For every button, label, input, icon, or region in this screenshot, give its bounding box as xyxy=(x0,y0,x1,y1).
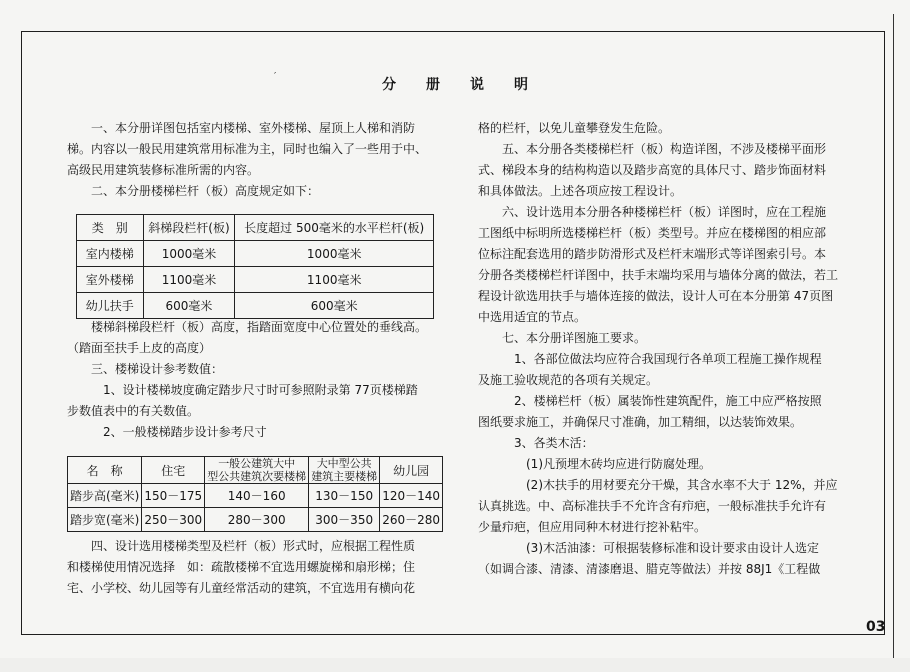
table-cell: 140－160 xyxy=(205,484,309,508)
header-line: 型公共建筑次要楼梯 xyxy=(207,470,307,483)
right-p8-line1: (2)木扶手的用材要充分干燥，其含水率不大于 12%，并应 xyxy=(526,478,838,492)
left-p1-line1: 一、本分册详图包括室内楼梯、室外楼梯、屋顶上人梯和消防 xyxy=(91,121,416,135)
table-header-stacked xyxy=(309,457,380,484)
left-p7-line1: 四、设计选用楼梯类型及栏杆（板）形式时，应根据工程性质 xyxy=(91,539,416,553)
right-p1-line2: 式、梯段本身的结构构造以及踏步高宽的具体尺寸、踏步饰面材料 xyxy=(478,163,827,177)
left-p7-line2: 和楼梯使用情况选择 如：疏散楼梯不宜选用螺旋梯和扇形梯；住 xyxy=(67,560,416,574)
left-p6: 2、一般楼梯踏步设计参考尺寸 xyxy=(103,425,267,439)
table-cell: 130－150 xyxy=(309,484,380,508)
right-p2-line3: 位标注配套选用的踏步防滑形式及栏杆末端形式等详图索引号。本 xyxy=(478,247,827,261)
table-header: 名 称 xyxy=(68,457,142,484)
right-p1-line1: 五、本分册各类楼梯栏杆（板）构造详图，不涉及楼梯平面形 xyxy=(502,142,827,156)
table-cell: 1100毫米 xyxy=(143,267,235,293)
right-p3: 七、本分册详图施工要求。 xyxy=(502,331,647,345)
scan-mark: ′ xyxy=(274,71,277,82)
table-header: 住宅 xyxy=(142,457,205,484)
table-header-stacked xyxy=(205,457,309,484)
table-cell: 踏步高(毫米) xyxy=(68,484,142,508)
right-p2-line5: 程设计欲选用扶手与墙体连接的做法，设计人可在本分册第 47页图 xyxy=(478,289,834,303)
right-p2-line2: 工图纸中标明所选楼梯栏杆（板）类型号。并应在楼梯图的相应部 xyxy=(478,226,827,240)
right-p2-line4: 分册各类楼梯栏杆详图中，扶手末端均采用与墙体分离的做法，若工 xyxy=(478,268,839,282)
left-column xyxy=(67,118,439,202)
left-column-bottom xyxy=(67,536,439,599)
table-row xyxy=(77,293,434,319)
right-p2-line1: 六、设计选用本分册各种楼梯栏杆（板）详图时，应在工程施 xyxy=(502,205,827,219)
table-cell: 280－300 xyxy=(205,508,309,532)
header-line: 大中型公共 xyxy=(316,457,372,470)
table-row xyxy=(68,508,443,532)
right-p8-line2: 认真挑选。中、高标准扶手不允许含有疖疤，一般标准扶手允许有 xyxy=(478,499,827,513)
table-header-row xyxy=(68,457,443,484)
left-p1-line2: 梯。内容以一般民用建筑常用标准为主，同时也编入了一些用于中、 xyxy=(67,142,428,156)
left-p3-line1: 楼梯斜梯段栏杆（板）高度，指踏面宽度中心位置处的垂线高。 xyxy=(91,320,428,334)
table-cell: 室内楼梯 xyxy=(77,241,144,267)
table-cell: 150－175 xyxy=(142,484,205,508)
right-p4-line2: 及施工验收规范的各项有关规定。 xyxy=(478,373,659,387)
header-line: 建筑主要楼梯 xyxy=(311,470,378,483)
left-p4: 三、楼梯设计参考数值： xyxy=(91,362,224,376)
right-column xyxy=(478,118,861,580)
table-header-row xyxy=(77,215,434,241)
table-cell: 1100毫米 xyxy=(235,267,434,293)
right-p9-line1: (3)木活油漆：可根据装修标准和设计要求由设计人选定 xyxy=(526,541,820,555)
right-p9-line2: （如调合漆、清漆、清漆磨退、腊克等做法）并按 88J1《工程做 xyxy=(478,562,821,576)
left-p5-line1: 1、设计楼梯坡度确定踏步尺寸时可参照附录第 77页楼梯踏 xyxy=(103,383,418,397)
table-cell: 600毫米 xyxy=(235,293,434,319)
left-p2: 二、本分册楼梯栏杆（板）高度规定如下： xyxy=(91,184,320,198)
table-cell: 260－280 xyxy=(380,508,443,532)
right-p5-line2: 图纸要求施工，并确保尺寸准确，加工精细，以达装饰效果。 xyxy=(478,415,803,429)
left-column-mid xyxy=(67,317,439,443)
table-cell: 600毫米 xyxy=(143,293,235,319)
step-dimension-table xyxy=(67,456,443,532)
left-p3-line2: （踏面至扶手上皮的高度） xyxy=(67,341,212,355)
right-p2-line6: 中选用适宜的节点。 xyxy=(478,310,587,324)
left-p7-line3: 宅、小学校、幼儿园等有儿童经常活动的建筑，不宜选用有横向花 xyxy=(67,581,416,595)
scan-margin xyxy=(0,658,910,672)
right-p4-line1: 1、各部位做法均应符合我国现行各单项工程施工操作规程 xyxy=(514,352,822,366)
right-p8-line3: 少量疖疤，但应用同种木材进行挖补粘牢。 xyxy=(478,520,707,534)
table-cell: 120－140 xyxy=(380,484,443,508)
page-number: 03 xyxy=(866,619,886,635)
left-p1-line3: 高级民用建筑装修标准所需的内容。 xyxy=(67,163,260,177)
table-cell: 幼儿扶手 xyxy=(77,293,144,319)
right-p7: (1)凡预埋木砖均应进行防腐处理。 xyxy=(526,457,711,471)
table-cell: 250－300 xyxy=(142,508,205,532)
railing-height-table xyxy=(76,214,434,319)
table-cell: 室外楼梯 xyxy=(77,267,144,293)
table-header: 斜梯段栏杆(板) xyxy=(143,215,235,241)
left-p5-line2: 步数值表中的有关数值。 xyxy=(67,404,200,418)
right-p5-line1: 2、楼梯栏杆（板）属装饰性建筑配件，施工中应严格按照 xyxy=(514,394,822,408)
table-row xyxy=(68,484,443,508)
right-p6: 3、各类木活： xyxy=(514,436,594,450)
right-p0: 格的栏杆，以免儿童攀登发生危险。 xyxy=(478,121,671,135)
table-header: 幼儿园 xyxy=(380,457,443,484)
page-title: 分册说明 xyxy=(382,77,558,93)
table-cell: 1000毫米 xyxy=(235,241,434,267)
binding-rule xyxy=(893,14,894,658)
header-line: 一般公建筑大中 xyxy=(218,457,296,470)
table-row xyxy=(77,241,434,267)
table-header: 类 别 xyxy=(77,215,144,241)
table-header: 长度超过 500毫米的水平栏杆(板) xyxy=(235,215,434,241)
table-row xyxy=(77,267,434,293)
table-cell: 300－350 xyxy=(309,508,380,532)
table-cell: 1000毫米 xyxy=(143,241,235,267)
right-p1-line3: 和具体做法。上述各项应按工程设计。 xyxy=(478,184,683,198)
table-cell: 踏步宽(毫米) xyxy=(68,508,142,532)
